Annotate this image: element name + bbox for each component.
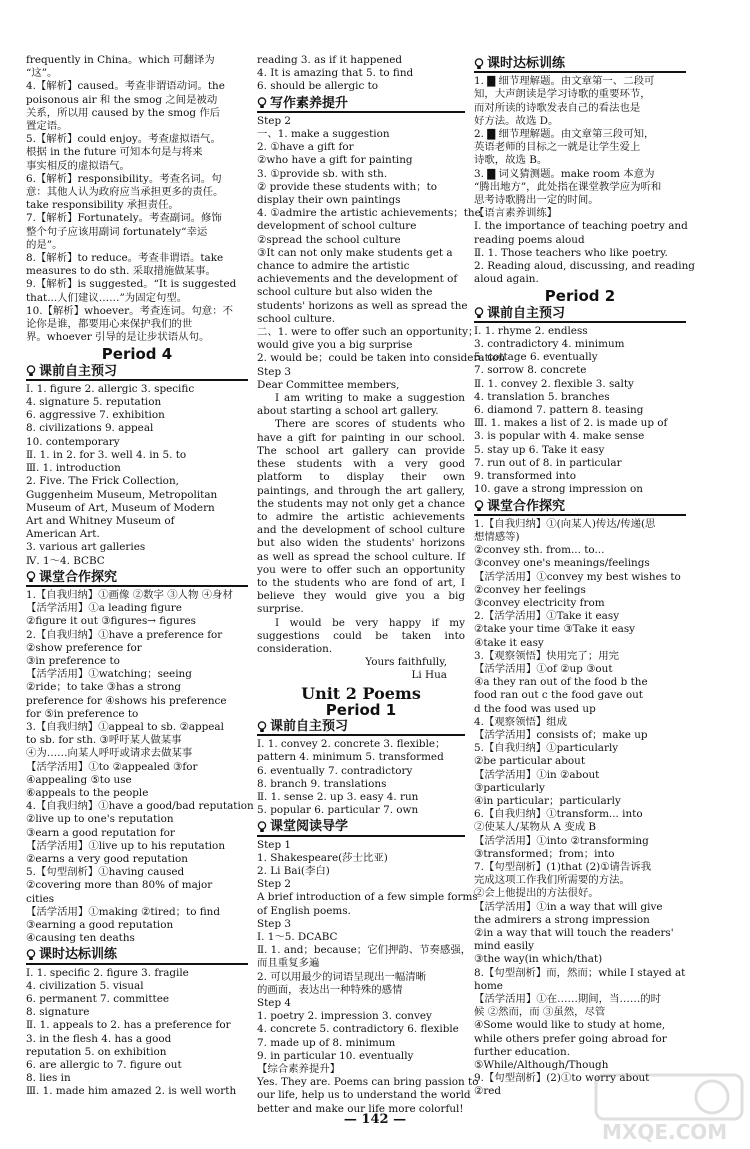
answer-line: 7. sorrow 8. concrete xyxy=(474,364,587,377)
answer-line: 【活学活用】①在……期间，当……的时 xyxy=(474,993,662,1006)
answer-line: 5. cottage 6. eventually xyxy=(474,351,598,364)
letter-signoff: Li Hua xyxy=(411,669,447,682)
answer-line: 4. It is amazing that 5. to find xyxy=(257,67,414,80)
answer-line: 3. contradictory 4. minimum xyxy=(474,338,625,351)
section-heading-text: 课堂合作探究 xyxy=(39,569,118,585)
answer-line: 6. diamond 7. pattern 8. teasing xyxy=(474,404,644,417)
answer-line: Ⅱ. 1. in 2. for 3. well 4. in 5. to xyxy=(26,448,187,461)
answer-line: display their own paintings xyxy=(257,194,401,207)
answer-line: 2. 可以用最少的词语呈现出一幅清晰 xyxy=(257,970,427,983)
letter-paragraph: I am writing to make a suggestion about starting a school art gallery. xyxy=(257,392,465,418)
answer-line: poisonous air 和 the smog 之间是被动 xyxy=(26,93,218,106)
answer-line: 9. in particular 10. eventually xyxy=(257,1049,414,1062)
answer-line: ②who have a gift for painting xyxy=(257,154,413,167)
svg-text:MXQE.COM: MXQE.COM xyxy=(602,1120,728,1144)
answer-line: 关系，所以用 caused by the smog 作后 xyxy=(26,106,221,119)
section-heading-text: 课时达标训练 xyxy=(487,56,566,71)
answer-line: ③the way(in which/that) xyxy=(474,953,603,966)
section-heading-text: 课时达标训练 xyxy=(39,947,118,963)
answer-line: 论你是谁，都要用心来保护我们的世 xyxy=(26,318,193,331)
answer-line: Step 3 xyxy=(257,365,292,378)
answer-line: ②covering more than 80% of major xyxy=(26,879,213,892)
answer-line: 2. would be；could be taken into consideration xyxy=(257,352,506,365)
answer-line: 6.【解析】responsibility。考查名词。句 xyxy=(26,172,222,185)
answer-line: 8. civilizations 9. appeal xyxy=(26,422,154,435)
answer-line: to sb. for sth. ③呼吁某人做某事 xyxy=(26,734,182,747)
answer-line: 3. is popular with 4. make sense xyxy=(474,430,645,443)
answer-line: ③in preference to xyxy=(26,654,120,667)
answer-line: 【活学活用】①in a way that will give xyxy=(474,900,663,913)
answer-line: 9. transformed into xyxy=(474,470,577,483)
section-heading xyxy=(474,57,686,73)
answer-line: 9.【句型剖析】(2)①to worry about xyxy=(474,1072,650,1085)
answer-line: 【活学活用】①a leading figure xyxy=(26,602,182,615)
section-heading-text: 课前自主预习 xyxy=(39,363,118,379)
answer-line: 1. poetry 2. impression 3. convey xyxy=(257,1010,432,1023)
answer-line: cities xyxy=(26,892,55,905)
answer-line: 8.【句型剖析】而，然而；while I stayed at xyxy=(474,966,686,979)
answer-line: Dear Committee members, xyxy=(257,378,400,391)
answer-line: ②convey sth. from... to... xyxy=(474,544,605,557)
answer-line: 1.【自我归纳】①(向某人)传达/传递(思 xyxy=(474,517,656,530)
answer-line: 二、1. were to offer such an opportunity； xyxy=(257,326,479,339)
answer-line: ③earn a good reputation for xyxy=(26,826,175,839)
answer-line: 界。whoever 引导的是让步状语从句。 xyxy=(26,331,210,344)
answer-line: 1. Shakespeare(莎士比亚) xyxy=(257,851,388,864)
answer-line: ④take it easy xyxy=(474,636,544,649)
answer-line: 3. ①provide sb. with sth. xyxy=(257,167,388,180)
lightbulb-icon xyxy=(257,97,267,109)
answer-line: Ⅰ. the importance of teaching poetry and xyxy=(474,220,688,233)
answer-line: 3.【自我归纳】①appeal to sb. ②appeal xyxy=(26,720,224,733)
answer-line: ③earning a good reputation xyxy=(26,919,174,931)
answer-line: Ⅰ. 1. convey 2. concrete 3. flexible； xyxy=(257,738,446,751)
answer-line: 4.【自我归纳】①have a good/bad reputation xyxy=(26,800,254,813)
answer-line: ②ride；to take ③has a strong xyxy=(26,681,182,694)
answer-line: 7.【解析】Fortunately。考查副词。修饰 xyxy=(26,212,222,225)
answer-line: 【活学活用】①convey my best wishes to xyxy=(474,570,681,583)
answer-line: ④causing ten deaths xyxy=(26,932,135,945)
answer-line: Ⅱ. 1. convey 2. flexible 3. salty xyxy=(474,377,634,390)
answer-line: 【活学活用】①to ②appealed ③for xyxy=(26,760,198,773)
answer-line: reading poems aloud xyxy=(474,233,585,246)
answer-line: ③convey one's meanings/feelings xyxy=(474,557,650,570)
answer-line: 想情感等) xyxy=(474,530,520,543)
lightbulb-icon xyxy=(26,949,36,961)
answer-line: 根据 in the future 可知本句是与将来 xyxy=(26,146,203,159)
answer-line: 诗歌，故选 B。 xyxy=(474,154,548,167)
answer-line: 4.【解析】caused。考查非谓语动词。the xyxy=(26,80,225,93)
answer-line: ⑤While/Although/Though xyxy=(474,1059,609,1072)
answer-line: 8. lies in xyxy=(26,1072,71,1085)
answer-line: take responsibility 承担责任。 xyxy=(26,199,179,212)
answer-line: frequently in China。which 可翻译为 xyxy=(26,54,215,66)
answer-line: 8. branch 9. translations xyxy=(257,777,387,790)
answer-line: 2.【自我归纳】①have a preference for xyxy=(26,628,223,641)
answer-line: 8. signature xyxy=(26,1006,90,1019)
answer-line: 6. are allergic to 7. figure out xyxy=(26,1059,182,1072)
answer-line: for ⑤in preference to xyxy=(26,707,139,720)
answer-line: Art and Whitney Museum of xyxy=(26,514,175,527)
answer-line: Step 4 xyxy=(257,997,292,1010)
answer-line: ②spread the school culture xyxy=(257,233,401,246)
section-heading xyxy=(26,365,248,381)
answer-line: 2.【活学活用】①Take it easy xyxy=(474,610,620,623)
answer-line: 2. Reading aloud, discussing, and reading xyxy=(474,260,695,273)
answer-line: Ⅲ. 1. introduction xyxy=(26,462,121,475)
answer-line: 【活学活用】①of ②up ③out xyxy=(474,662,613,675)
section-heading xyxy=(257,820,465,836)
period-title: Period 1 xyxy=(325,700,397,719)
answer-line: 1.【自我归纳】①画像 ②数字 ③人物 ④身材 xyxy=(26,588,233,601)
answer-line: 7. run out of 8. in particular xyxy=(474,456,622,469)
answer-line: ② provide these students with；to xyxy=(257,180,437,193)
section-heading xyxy=(26,948,248,964)
answer-line: school culture. xyxy=(257,312,336,325)
section-heading-text: 写作素养提升 xyxy=(270,95,349,111)
answer-line: ③convey electricity from xyxy=(474,596,605,609)
answer-line: ②会上他提出的方法很好。 xyxy=(474,887,599,900)
answer-line: ④a they ran out of the food b the xyxy=(474,676,648,689)
answer-line: better and make our life more colorful! xyxy=(257,1102,464,1115)
answer-line: 【语言素养训练】 xyxy=(474,207,558,220)
answer-line: Ⅲ. 1. makes a list of 2. is made up of xyxy=(474,417,668,430)
answer-line: 好方法。故选 D。 xyxy=(474,114,559,127)
answer-line: 3. in the flesh 4. has a good xyxy=(26,1032,172,1045)
answer-line: Ⅱ. 1. appeals to 2. has a preference for xyxy=(26,1019,231,1032)
answer-line: 1. ▇ 细节理解题。由文章第一、二段可 xyxy=(474,75,655,88)
answer-line: Ⅱ. 1. sense 2. up 3. easy 4. run xyxy=(257,790,419,803)
answer-line: ②red xyxy=(474,1085,502,1098)
answer-line: d the food was used up xyxy=(474,702,596,715)
answer-line: Step 3 xyxy=(257,917,292,930)
answer-line: Ⅱ. 1. and；because；它们押韵、节奏感强， xyxy=(257,944,472,957)
answer-line: 3.【观察领悟】快用完了；用完 xyxy=(474,649,619,662)
answer-line: 而且重复多遍 xyxy=(257,957,320,970)
section-heading xyxy=(474,307,686,323)
answer-line: school culture but also widen the xyxy=(257,286,433,299)
answer-line: our life, help us to understand the world xyxy=(257,1089,471,1102)
answer-line: further education. xyxy=(474,1045,571,1058)
answer-line: 【活学活用】①live up to his reputation xyxy=(26,839,226,852)
answer-line: 4. translation 5. branches xyxy=(474,390,610,403)
answer-line: 的是”。 xyxy=(26,238,63,251)
answer-line: 5. popular 6. particular 7. own xyxy=(257,804,419,817)
answer-line: would give you a big surprise xyxy=(257,339,413,352)
answer-line: Ⅰ. 1. figure 2. allergic 3. specific xyxy=(26,382,195,395)
answer-line: 6. aggressive 7. exhibition xyxy=(26,409,165,422)
letter-paragraph: I would be very happy if my suggestions could be taken into consideration. xyxy=(257,616,465,655)
period-title: Period 4 xyxy=(101,345,173,364)
answer-line: reputation 5. on exhibition xyxy=(26,1045,167,1058)
answer-line: achievements and the development of xyxy=(257,273,458,286)
section-heading-text: 课前自主预习 xyxy=(270,718,349,734)
column-left xyxy=(26,54,254,1099)
lightbulb-icon xyxy=(257,721,267,733)
answer-line: aloud again. xyxy=(474,273,539,286)
answer-line: ②show preference for xyxy=(26,641,142,654)
answer-line: while others prefer going abroad for xyxy=(474,1032,667,1045)
answer-line: ②be particular about xyxy=(474,755,585,768)
answer-line: 2. ①have a gift for xyxy=(257,141,354,154)
watermark-logo xyxy=(594,1071,744,1145)
answer-line: ③particularly xyxy=(474,781,545,794)
answer-line: ②in a way that will touch the readers' xyxy=(474,927,674,939)
answer-line: 5.【解析】could enjoy。考查虚拟语气。 xyxy=(26,133,221,146)
answer-line: 2. Five. The Frick Collection, xyxy=(26,475,179,488)
answer-line: Museum of Art, Museum of Modern xyxy=(26,501,215,514)
letter-signoff: Yours faithfully, xyxy=(365,656,447,669)
answer-line: 【活学活用】①making ②tired；to find xyxy=(26,905,221,918)
section-heading-text: 课堂阅读导学 xyxy=(270,819,349,835)
answer-line: ③transformed；from；into xyxy=(474,847,615,860)
answer-line: 【活学活用】consists of；make up xyxy=(474,728,648,741)
answer-line: preference for ④shows his preference xyxy=(26,694,227,707)
answer-line: Ⅰ. 1～5. DCABC xyxy=(257,931,338,943)
unit-title: Unit 2 Poems xyxy=(301,683,421,703)
answer-line: 7. made up of 8. minimum xyxy=(257,1036,396,1049)
lightbulb-icon xyxy=(26,365,36,377)
answer-line: 3. various art galleries xyxy=(26,541,146,554)
answer-line: 候 ②然而，而 ③虽然，尽管 xyxy=(474,1006,606,1019)
answer-line: 知，大声朗读是学习诗歌的重要环节， xyxy=(474,88,651,101)
answer-line: 4.【观察领悟】组成 xyxy=(474,715,568,728)
answer-line: that...人们建议……”为固定句型。 xyxy=(26,291,188,304)
answer-line: Ⅰ. 1. rhyme 2. endless xyxy=(474,324,588,337)
answer-line: 英语老师的目标之一就是让学生爱上 xyxy=(474,141,641,154)
column-right xyxy=(474,54,695,1099)
answer-line: mind easily xyxy=(474,940,535,953)
answer-line: Step 2 xyxy=(257,114,292,127)
answer-line: ②live up to one's reputation xyxy=(26,813,174,826)
answer-line: ④为……向某人呼吁或请求去做某事 xyxy=(26,747,193,760)
answer-line: 10. gave a strong impression on xyxy=(474,483,644,496)
section-heading xyxy=(26,571,248,587)
answer-line: 【活学活用】①into ②transforming xyxy=(474,834,649,847)
answer-line: American Art. xyxy=(26,528,100,541)
section-heading-text: 课前自主预习 xyxy=(487,305,566,321)
answer-line: 6. should be allergic to xyxy=(257,80,379,93)
answer-line: the admirers a strong impression xyxy=(474,913,650,926)
answer-line: ④appealing ⑤to use xyxy=(26,773,132,786)
answer-line: 7.【句型剖析】(1)that (2)①请告诉我 xyxy=(474,860,652,873)
answer-line: 5.【自我归纳】①particularly xyxy=(474,742,619,755)
section-heading-text: 课堂合作探究 xyxy=(487,498,566,514)
answer-line: 4. concrete 5. contradictory 6. flexible xyxy=(257,1023,459,1036)
answer-line: Ⅱ. 1. Those teachers who like poetry. xyxy=(474,246,668,259)
answer-line: 2. Li Bai(李白) xyxy=(257,864,330,877)
answer-line: ③It can not only make students get a xyxy=(257,246,453,259)
answer-line: ②earns a very good reputation xyxy=(26,852,189,865)
period-title: Period 2 xyxy=(544,287,616,306)
answer-line: students' horizons as well as spread the xyxy=(257,299,468,312)
answer-line: measures to do sth. 采取措施做某事。 xyxy=(26,265,216,278)
answer-line: home xyxy=(474,979,503,992)
answer-line: ②使某人/某物从 A 变成 B xyxy=(474,821,597,834)
answer-line: Yes. They are. Poems can bring passion to xyxy=(257,1076,479,1089)
lightbulb-icon xyxy=(474,307,484,319)
section-heading xyxy=(257,97,465,113)
answer-line: 10. contemporary xyxy=(26,435,120,448)
answer-line: 6. permanent 7. committee xyxy=(26,993,170,1006)
answer-line: 事实相反的虚拟语气。 xyxy=(26,159,130,172)
answer-line: 5.【句型剖析】①having caused xyxy=(26,866,185,879)
answer-line: 4. signature 5. reputation xyxy=(26,396,162,409)
answer-line: “腾出地方”，此处指在课堂教学应为听和 xyxy=(474,180,662,193)
answer-line: 完成这项工作我们所需要的方法。 xyxy=(474,874,630,887)
answer-line: 意：其他人认为政府应当承担更多的责任。 xyxy=(26,186,224,199)
lightbulb-icon xyxy=(26,571,36,583)
lightbulb-icon xyxy=(257,821,267,833)
section-heading xyxy=(257,720,465,736)
answer-line: 而对所读的诗歌发表自己的看法也是 xyxy=(474,101,641,114)
answer-line: “这”。 xyxy=(26,67,58,80)
answer-line: ②figure it out ③figures→ figures xyxy=(26,615,197,628)
answer-line: Guggenheim Museum, Metropolitan xyxy=(26,488,218,501)
answer-line: 4. civilization 5. visual xyxy=(26,979,144,992)
answer-line: ④Some would like to study at home, xyxy=(474,1019,666,1032)
answer-line: 【活学活用】①in ②about xyxy=(474,768,600,781)
answer-line: 9.【解析】is suggested。“It is suggested xyxy=(26,278,237,291)
answer-line: 4. ①admire the artistic achievements；the xyxy=(257,207,481,220)
answer-line: of English poems. xyxy=(257,904,351,917)
answer-line: 思考诗歌腾出一定的时间。 xyxy=(474,194,599,207)
answer-line: ②convey her feelings xyxy=(474,583,586,596)
answer-line: Ⅰ. 1. specific 2. figure 3. fragile xyxy=(26,966,189,979)
answer-line: 10.【解析】whoever。考查连词。句意：不 xyxy=(26,304,233,317)
page-number: — 142 — xyxy=(343,1112,407,1127)
answer-line: 6. eventually 7. contradictory xyxy=(257,764,413,777)
answer-line: 6.【自我归纳】①transform... into xyxy=(474,808,643,821)
section-heading xyxy=(474,500,686,516)
answer-line: Step 1 xyxy=(257,838,292,851)
answer-line: 一、1. make a suggestion xyxy=(257,128,390,141)
answer-line: 【活学活用】①watching；seeing xyxy=(26,668,192,681)
answer-line: 5. stay up 6. Take it easy xyxy=(474,443,605,456)
answer-line: ⑥appeals to the people xyxy=(26,786,149,799)
answer-line: A brief introduction of a few simple forms xyxy=(257,891,478,904)
answer-line: 置定语。 xyxy=(26,120,68,133)
answer-line: reading 3. as if it happened xyxy=(257,54,403,66)
answer-line: 3. ▇ 词义猜测题。make room 本意为 xyxy=(474,167,655,180)
lightbulb-icon xyxy=(474,500,484,512)
letter-paragraph: There are scores of students who have a gift for painting in our school. The school art gallery can provide these students with a very good platform to display their own paintings, and through the art gallery, the students may not only get a chance to admire the artistic achievements and the development of school culture but also widen the students' horizons as well as spread the school culture. If you were to offer such an opportunity to the students who are fond of art, I believe they would give you a big surprise. xyxy=(257,418,465,616)
answer-line: development of school culture xyxy=(257,220,417,233)
answer-line: 整个句子应该用副词 fortunately“幸运 xyxy=(26,225,208,238)
answer-line: 8.【解析】to reduce。考查非谓语。take xyxy=(26,252,224,265)
answer-line: food ran out c the food gave out xyxy=(474,689,643,702)
answer-line: Ⅲ. 1. made him amazed 2. is well worth xyxy=(26,1085,237,1098)
answer-line: 的画面，表达出一种特殊的感情 xyxy=(257,983,403,996)
answer-line: chance to admire the artistic xyxy=(257,260,410,273)
lightbulb-icon xyxy=(474,58,484,70)
answer-line: ②take your time ③Take it easy xyxy=(474,623,636,636)
answer-line: Ⅳ. 1～4. BCBC xyxy=(26,554,105,567)
answer-line: 【综合素养提升】 xyxy=(257,1063,341,1076)
answer-line: ④in particular；particularly xyxy=(474,794,621,807)
answer-line: 2. ▇ 细节理解题。由文章第三段可知， xyxy=(474,128,655,141)
answer-line: Step 2 xyxy=(257,878,292,891)
answer-line: pattern 4. minimum 5. transformed xyxy=(257,751,444,764)
